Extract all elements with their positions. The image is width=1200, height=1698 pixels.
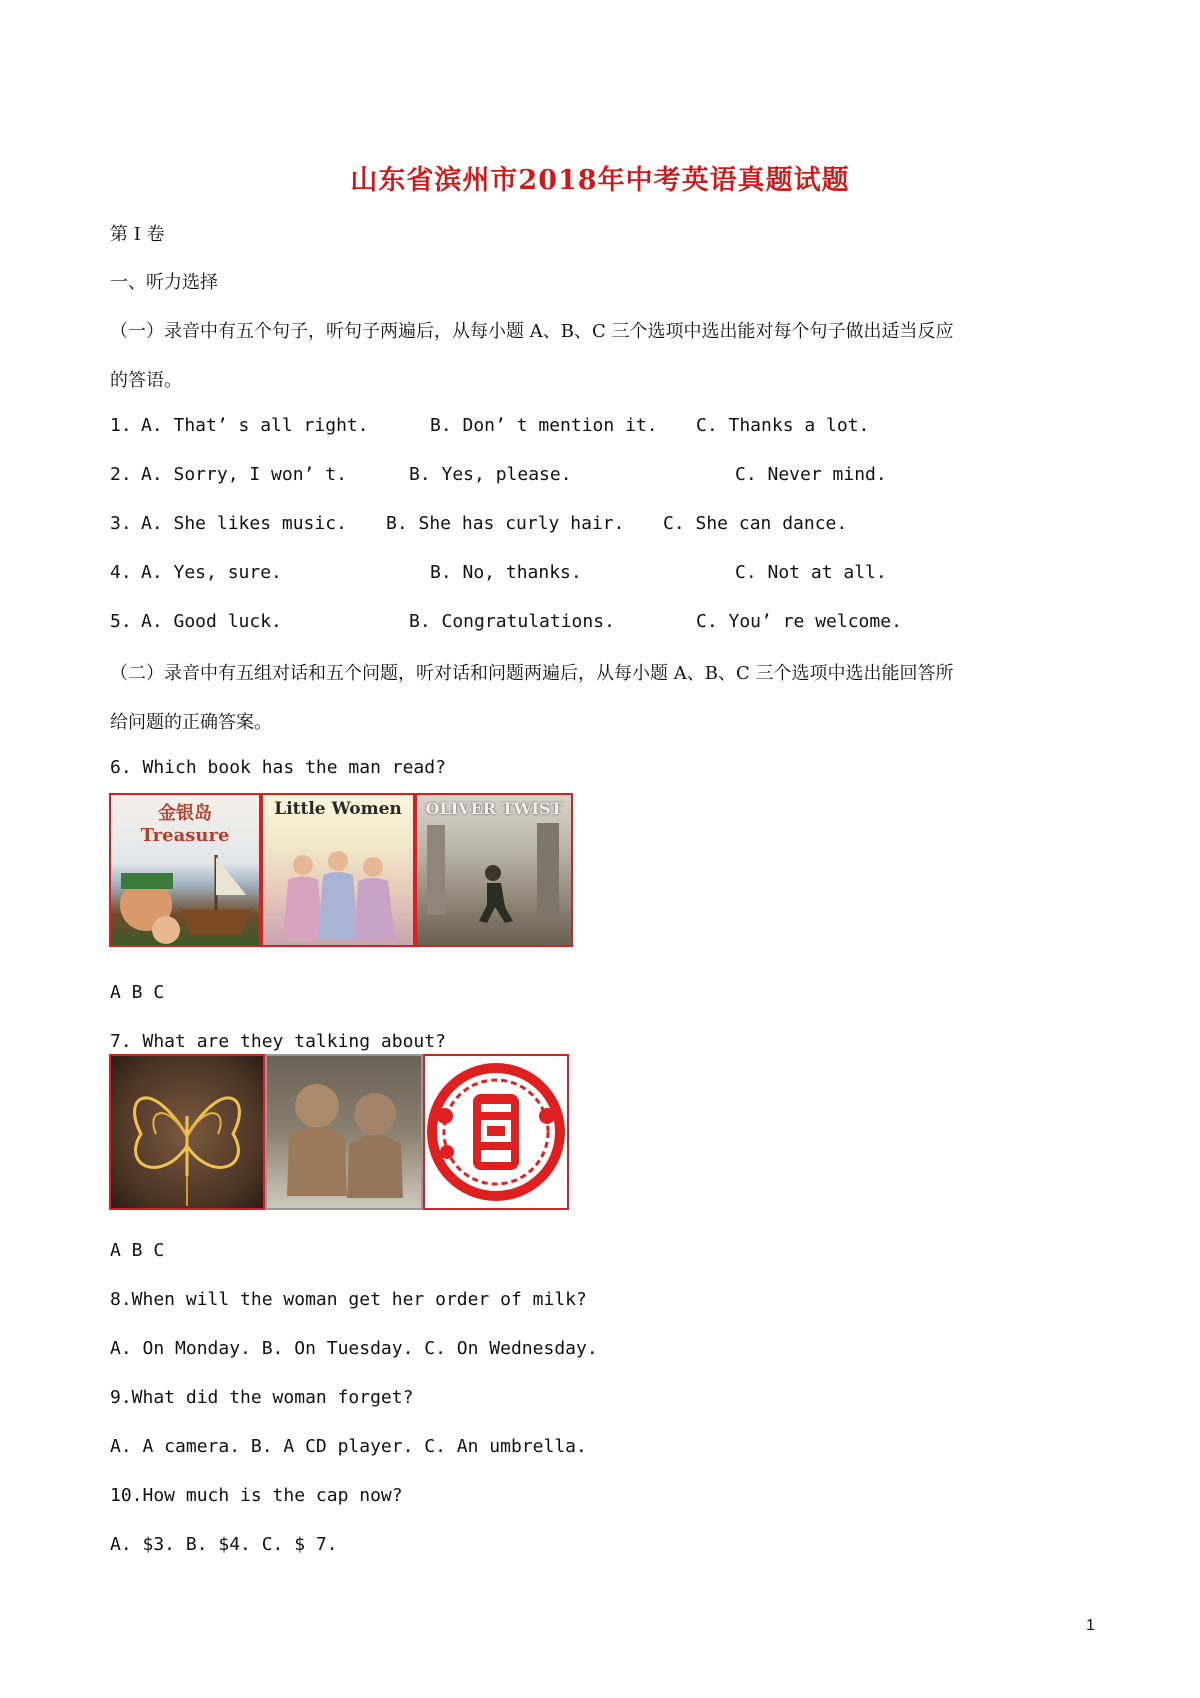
- part2-instruction: （二）录音中有五组对话和五个问题，听对话和问题两遍后，从每小题 A、B、C 三个选项中选出能回答所: [110, 663, 954, 684]
- option-a: A. Sorry, I won’ t.: [141, 464, 347, 485]
- option-c: C. Never mind.: [735, 464, 887, 485]
- question-10-options: A. $3. B. $4. C. $ 7.: [110, 1534, 338, 1555]
- part1-instruction: （一）录音中有五个句子，听句子两遍后，从每小题 A、B、C 三个选项中选出能对每个句子做出适当反应: [110, 321, 954, 342]
- option-a: A. She likes music.: [141, 513, 347, 534]
- option-b: B. She has curly hair.: [386, 513, 625, 534]
- question-7-images: [109, 1054, 569, 1210]
- question-7: 7. What are they talking about?: [110, 1031, 446, 1052]
- question-8-options: A. On Monday. B. On Tuesday. C. On Wednesday.: [110, 1338, 598, 1359]
- page-number: 1: [1086, 1617, 1095, 1634]
- book-title-b: Little Women: [274, 799, 402, 819]
- option-c: C. She can dance.: [663, 513, 848, 534]
- volume-label: 第 I 卷: [110, 224, 165, 245]
- question-8: 8.When will the woman get her order of milk?: [110, 1289, 587, 1310]
- question-1: 1. A. That’ s all right. B. Don’ t mention it. C. Thanks a lot.: [110, 415, 870, 436]
- option-b: B. No, thanks.: [430, 562, 582, 583]
- book-cover-c: [415, 793, 573, 947]
- image-c: [423, 1054, 569, 1210]
- question-6-images: [109, 793, 573, 947]
- page-title: 山东省滨州市2018年中考英语真题试题: [350, 165, 850, 196]
- paper-cut-fu-icon: [425, 1056, 567, 1208]
- part1-instruction-cont: 的答语。: [110, 370, 182, 391]
- question-9: 9.What did the woman forget?: [110, 1387, 414, 1408]
- option-b: B. Yes, please.: [409, 464, 572, 485]
- clay-figures-icon: [267, 1056, 421, 1208]
- question-5: 5. A. Good luck. B. Congratulations. C. You’ re welcome.: [110, 611, 902, 632]
- book-title-c: OLIVER TWIST: [425, 799, 563, 818]
- question-4: 4. A. Yes, sure. B. No, thanks. C. Not at all.: [110, 562, 887, 583]
- question-3: 3. A. She likes music. B. She has curly hair. C. She can dance.: [110, 513, 848, 534]
- book-cover-b: [261, 793, 415, 947]
- option-c: C. Not at all.: [735, 562, 887, 583]
- question-9-options: A. A camera. B. A CD player. C. An umbrella.: [110, 1436, 587, 1457]
- option-c: C. Thanks a lot.: [696, 415, 870, 436]
- option-b: B. Don’ t mention it.: [430, 415, 658, 436]
- option-a: A. Yes, sure.: [141, 562, 282, 583]
- image-b: [265, 1054, 423, 1210]
- option-b: B. Congratulations.: [409, 611, 615, 632]
- image-a: [109, 1054, 265, 1210]
- question-6: 6. Which book has the man read?: [110, 757, 446, 778]
- butterfly-sugar-art-icon: [111, 1056, 263, 1208]
- section-heading: 一、听力选择: [110, 272, 218, 293]
- question-6-labels: A B C: [110, 982, 165, 1003]
- question-7-labels: A B C: [110, 1240, 165, 1261]
- option-a: A. That’ s all right.: [141, 415, 369, 436]
- question-10: 10.How much is the cap now?: [110, 1485, 403, 1506]
- book-title-a: 金银岛 Treasure: [140, 803, 230, 846]
- option-c: C. You’ re welcome.: [696, 611, 902, 632]
- book-cover-a: [109, 793, 261, 947]
- question-2: 2. A. Sorry, I won’ t. B. Yes, please. C. Never mind.: [110, 464, 887, 485]
- option-a: A. Good luck.: [141, 611, 282, 632]
- part2-instruction-cont: 给问题的正确答案。: [110, 712, 272, 733]
